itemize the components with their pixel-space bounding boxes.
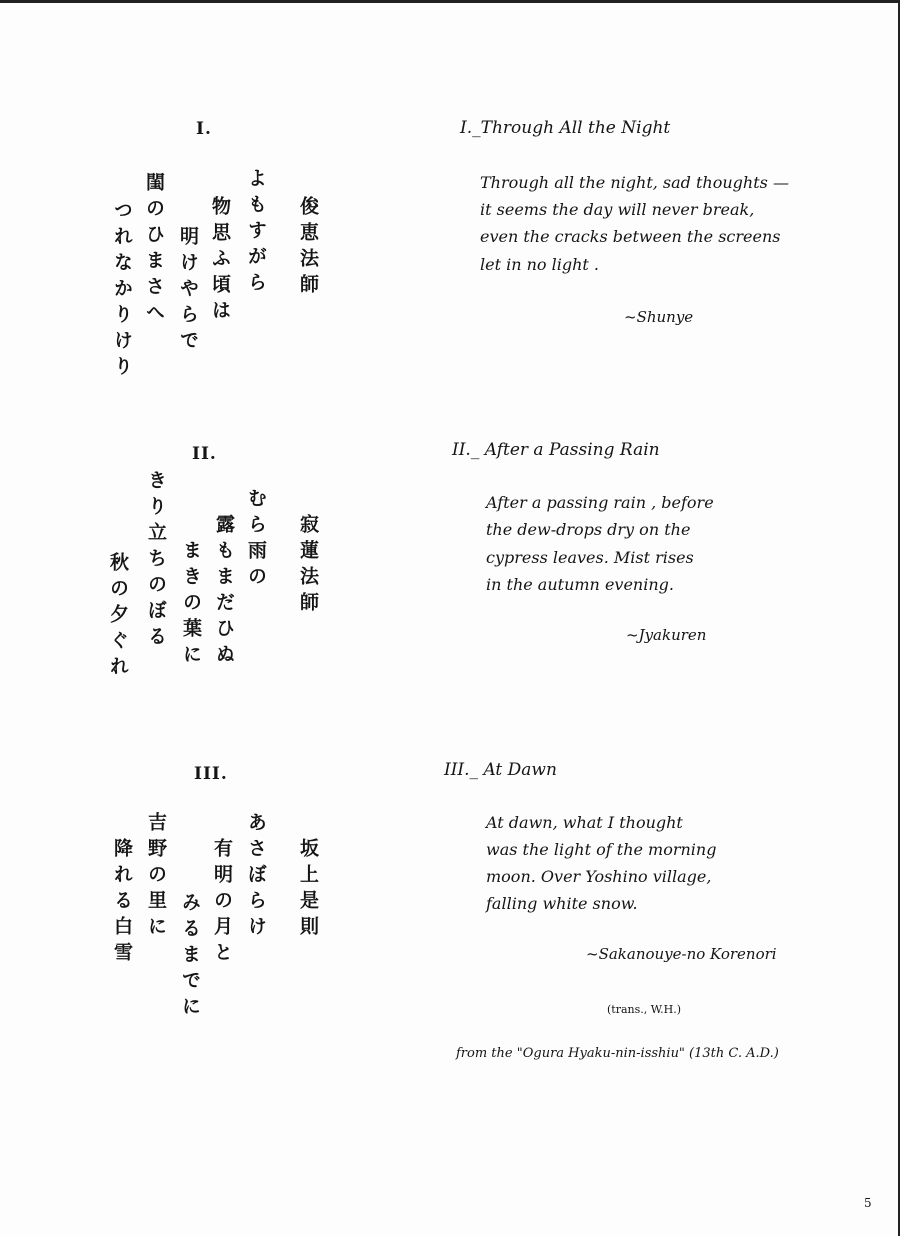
japanese-column: むら雨の [245, 488, 267, 592]
japanese-column: 物思ふ頃は [209, 196, 231, 326]
poem-line: moon. Over Yoshino village, [486, 867, 712, 886]
japanese-column: 閨のひまさへ [143, 172, 165, 328]
poem-line: even the cracks between the screens [480, 227, 781, 246]
japanese-column-author: 俊恵法師 [297, 196, 319, 300]
poem-author: ~Shunye [624, 308, 694, 326]
poem-line: let in no light . [480, 255, 600, 274]
poem-author: ~Jyakuren [626, 626, 707, 644]
section-numeral: II. [192, 444, 217, 464]
poem-title: III._ At Dawn [444, 760, 557, 780]
poem-line: cypress leaves. Mist rises [486, 548, 694, 567]
poem-line: the dew-drops dry on the [486, 520, 691, 539]
poem-line: Through all the night, sad thoughts — [480, 173, 789, 192]
poem-line: it seems the day will never break, [480, 200, 755, 219]
japanese-column: 秋の夕ぐれ [107, 552, 129, 682]
translator-credit: (trans., W.H.) [607, 1003, 682, 1016]
japanese-column: 露もまだひぬ [213, 514, 235, 670]
japanese-column-author: 坂上是則 [297, 838, 319, 942]
poem-line: After a passing rain , before [486, 493, 714, 512]
poem-title: II._ After a Passing Rain [452, 440, 660, 460]
japanese-column: みるまでに [179, 892, 201, 1022]
poem-line: in the autumn evening. [486, 575, 674, 594]
section-numeral: III. [194, 764, 228, 784]
japanese-column: きり立ちのぼる [145, 470, 167, 652]
poem-line: At dawn, what I thought [486, 813, 683, 832]
source-citation: from the "Ogura Hyaku-nin-isshiu" (13th C. A.D.) [456, 1046, 779, 1061]
japanese-column: まきの葉に [180, 540, 202, 670]
poem-title: I._Through All the Night [460, 118, 671, 138]
japanese-column: 有明の月と [211, 838, 233, 968]
japanese-column-author: 寂蓮法師 [297, 514, 319, 618]
section-numeral: I. [196, 119, 212, 139]
japanese-column: つれなかりけり [111, 200, 133, 382]
japanese-column: 吉野の里に [145, 812, 167, 942]
poem-line: was the light of the morning [486, 840, 717, 859]
poem-line: falling white snow. [486, 894, 638, 913]
japanese-column: 降れる白雪 [111, 838, 133, 968]
japanese-column: 明けやらで [177, 226, 199, 356]
page-number: 5 [864, 1196, 872, 1210]
japanese-column: よもすがら [245, 168, 267, 298]
poem-author: ~Sakanouye-no Korenori [586, 945, 777, 963]
japanese-column: あさぼらけ [245, 812, 267, 942]
page-edge-top [0, 0, 900, 3]
